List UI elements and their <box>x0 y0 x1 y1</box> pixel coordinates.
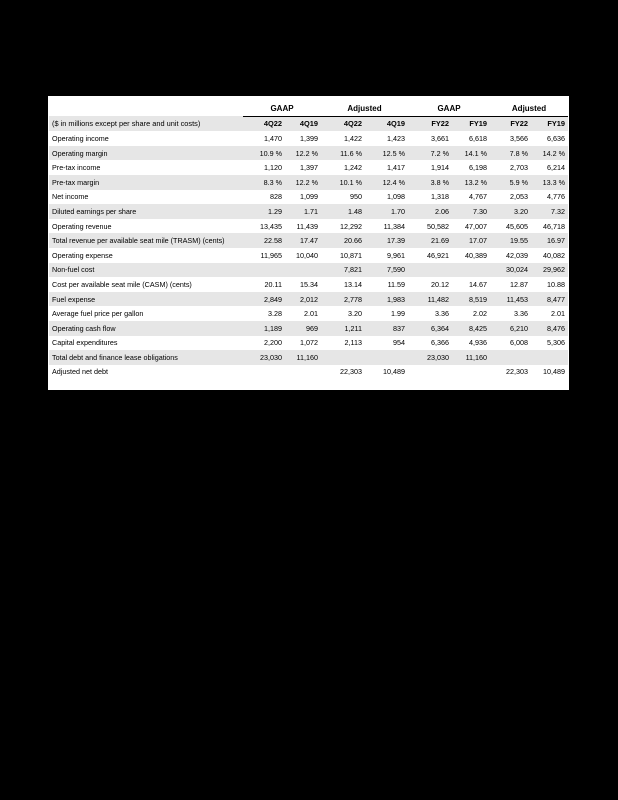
table-cell: 837 <box>365 321 408 336</box>
table-row <box>49 219 568 234</box>
table-cell: 13,435 <box>260 221 282 231</box>
table-cell: 17.47 <box>285 233 321 248</box>
table-cell: 1.29 <box>243 204 285 219</box>
table-cell: 10.88 <box>547 279 566 289</box>
column-header: FY22 <box>490 116 531 131</box>
row-label: Non-fuel cost <box>49 263 243 278</box>
table-cell: 12.87 <box>510 279 529 289</box>
table-row <box>49 263 568 278</box>
table-cell: 5.9 % <box>490 175 531 190</box>
table-cell: 2,200 <box>264 338 282 348</box>
table-cell: 17.39 <box>365 233 408 248</box>
table-cell: 17.07 <box>452 233 490 248</box>
table-cell: 30,024 <box>490 263 531 278</box>
table-row <box>49 350 568 365</box>
table-cell: 6,214 <box>547 163 566 173</box>
table-cell: 22,303 <box>340 367 362 377</box>
table-row <box>49 365 568 380</box>
table-cell: 6,198 <box>469 163 488 173</box>
table-cell: 1,189 <box>243 321 285 336</box>
table-cell: 5,306 <box>547 338 566 348</box>
row-label: Operating cash flow <box>49 321 243 336</box>
table-cell: 954 <box>393 338 406 348</box>
table-cell: 29,962 <box>531 263 568 278</box>
table-cell: 16.97 <box>531 233 568 248</box>
table-row <box>49 160 568 175</box>
table-cell: 11,384 <box>383 221 406 231</box>
table-cell: 6,618 <box>469 133 488 143</box>
table-cell: 13.3 % <box>531 175 568 190</box>
table-row <box>49 277 568 292</box>
table-cell: 8,476 <box>531 321 568 336</box>
table-cell: 1.48 <box>321 204 365 219</box>
row-label: Operating income <box>52 133 109 143</box>
table-row <box>49 190 568 205</box>
table-cell: 14.2 % <box>531 146 568 161</box>
table-cell: 11,453 <box>490 292 531 307</box>
table-cell: 13.14 <box>344 279 362 289</box>
table-cell: 2,849 <box>243 292 285 307</box>
table-cell <box>408 365 452 380</box>
table-cell: 3,566 <box>510 133 529 143</box>
table-cell: 10.1 % <box>321 175 365 190</box>
row-label: Net income <box>52 192 89 202</box>
column-header: 4Q19 <box>285 116 321 131</box>
table-cell: 6,364 <box>408 321 452 336</box>
column-header: 4Q22 <box>321 116 365 131</box>
table-cell: 1,983 <box>365 292 408 307</box>
table-cell: 6,008 <box>510 338 529 348</box>
table-cell: 2.01 <box>304 309 318 319</box>
table-cell: 42,039 <box>506 250 529 260</box>
table-cell: 20.66 <box>321 233 365 248</box>
table-cell: 2.06 <box>408 204 452 219</box>
table-cell: 3.20 <box>348 309 362 319</box>
table-cell: 11,965 <box>260 250 282 260</box>
group-header-gaap-fy: GAAP <box>408 101 490 116</box>
table-cell: 4,776 <box>547 192 566 202</box>
table-cell: 10,040 <box>296 250 318 260</box>
table-cell: 6,366 <box>431 338 450 348</box>
table-cell: 12.2 % <box>285 146 321 161</box>
group-header-adjusted-fy: Adjusted <box>490 101 568 116</box>
table-cell: 7.32 <box>531 204 568 219</box>
table-cell: 8,519 <box>452 292 490 307</box>
table-cell: 1,397 <box>300 163 318 173</box>
table-cell: 20.11 <box>264 279 282 289</box>
table-cell: 45,605 <box>506 221 529 231</box>
table-cell <box>452 263 490 278</box>
table-cell: 1,318 <box>431 192 450 202</box>
table-cell: 1.71 <box>285 204 321 219</box>
table-cell: 23,030 <box>408 350 452 365</box>
table-cell: 3.36 <box>514 309 529 319</box>
table-cell: 14.67 <box>469 279 488 289</box>
row-label: Cost per available seat mile (CASM) (cents) <box>52 279 192 289</box>
table-cell: 50,582 <box>427 221 450 231</box>
row-label: Total debt and finance lease obligations <box>49 350 243 365</box>
row-label: Total revenue per available seat mile (TRASM) (cents) <box>49 233 243 248</box>
group-header-row <box>49 101 568 116</box>
row-label: Pre-tax income <box>52 163 101 173</box>
table-cell <box>490 350 531 365</box>
table-row <box>49 306 568 321</box>
table-cell <box>531 350 568 365</box>
table-cell: 11.6 % <box>321 146 365 161</box>
table-cell: 11,160 <box>285 350 321 365</box>
table-cell: 7.8 % <box>490 146 531 161</box>
table-cell: 46,718 <box>543 221 566 231</box>
table-cell: 12,292 <box>340 221 362 231</box>
table-cell: 1,417 <box>387 163 406 173</box>
table-cell: 1,098 <box>387 192 406 202</box>
table-cell: 11,482 <box>408 292 452 307</box>
table-cell: 4,767 <box>469 192 488 202</box>
table-cell: 2,778 <box>321 292 365 307</box>
table-cell: 6,210 <box>490 321 531 336</box>
table-cell: 2,053 <box>510 192 529 202</box>
column-header-row <box>49 116 568 131</box>
table-cell: 1,470 <box>264 133 282 143</box>
table-cell <box>243 263 285 278</box>
table-cell: 40,389 <box>465 250 488 260</box>
units-label: ($ in millions except per share and unit costs) <box>49 116 243 131</box>
table-cell: 11.59 <box>387 279 406 289</box>
table-cell: 6,636 <box>547 133 566 143</box>
table-cell <box>452 365 490 380</box>
table-cell: 1.99 <box>391 309 406 319</box>
table-cell: 3.20 <box>490 204 531 219</box>
table-cell: 969 <box>285 321 321 336</box>
table-cell: 1,399 <box>300 133 318 143</box>
table-cell <box>285 263 321 278</box>
table-cell: 2,703 <box>510 163 529 173</box>
column-header: FY19 <box>531 116 568 131</box>
table-cell: 23,030 <box>243 350 285 365</box>
table-cell: 1.70 <box>365 204 408 219</box>
table-cell: 14.1 % <box>452 146 490 161</box>
table-cell: 3,661 <box>431 133 450 143</box>
table-cell: 2,012 <box>285 292 321 307</box>
table-cell: 46,921 <box>427 250 450 260</box>
table-cell: 21.69 <box>408 233 452 248</box>
table-cell: 1,422 <box>344 133 362 143</box>
row-label: Pre-tax margin <box>49 175 243 190</box>
row-label: Operating expense <box>52 250 113 260</box>
financial-summary-table <box>49 101 568 379</box>
table-cell: 22,303 <box>506 367 529 377</box>
table-cell: 9,961 <box>387 250 406 260</box>
group-header-adjusted-quarter: Adjusted <box>321 101 408 116</box>
table-cell: 13.2 % <box>452 175 490 190</box>
table-cell: 40,082 <box>543 250 566 260</box>
table-cell: 7.30 <box>452 204 490 219</box>
table-row <box>49 292 568 307</box>
table-row <box>49 146 568 161</box>
table-cell <box>321 350 365 365</box>
table-cell: 47,007 <box>465 221 488 231</box>
group-header-spacer <box>49 101 243 116</box>
table-row <box>49 131 568 146</box>
table-row <box>49 204 568 219</box>
table-cell: 15.34 <box>300 279 318 289</box>
table-cell <box>408 263 452 278</box>
table-row <box>49 321 568 336</box>
table-cell: 3.36 <box>435 309 450 319</box>
table-cell: 8,477 <box>531 292 568 307</box>
row-label: Adjusted net debt <box>52 367 108 377</box>
table-cell: 4,936 <box>469 338 488 348</box>
column-header: FY22 <box>408 116 452 131</box>
table-cell: 8.3 % <box>243 175 285 190</box>
column-header: 4Q22 <box>243 116 285 131</box>
table-cell <box>365 350 408 365</box>
table-cell: 1,242 <box>344 163 362 173</box>
row-label: Operating margin <box>49 146 243 161</box>
table-cell: 1,914 <box>431 163 450 173</box>
table-cell: 1,120 <box>264 163 282 173</box>
table-row <box>49 233 568 248</box>
table-cell <box>243 365 285 380</box>
table-cell: 11,160 <box>452 350 490 365</box>
table-cell: 3.28 <box>268 309 282 319</box>
table-cell: 7,821 <box>321 263 365 278</box>
row-label: Diluted earnings per share <box>49 204 243 219</box>
column-header: FY19 <box>452 116 490 131</box>
financial-summary-page <box>48 96 569 390</box>
table-cell: 10,871 <box>340 250 362 260</box>
table-cell: 12.5 % <box>365 146 408 161</box>
table-cell: 1,423 <box>387 133 406 143</box>
table-row <box>49 248 568 263</box>
table-cell: 1,099 <box>300 192 318 202</box>
table-row <box>49 175 568 190</box>
row-label: Operating revenue <box>52 221 112 231</box>
table-cell: 10,489 <box>383 367 406 377</box>
table-cell <box>285 365 321 380</box>
table-cell: 7,590 <box>365 263 408 278</box>
table-cell: 2.02 <box>473 309 488 319</box>
table-cell: 950 <box>350 192 362 202</box>
column-header: 4Q19 <box>365 116 408 131</box>
group-header-gaap-quarter: GAAP <box>243 101 321 116</box>
table-cell: 20.12 <box>431 279 450 289</box>
table-row <box>49 336 568 351</box>
table-cell: 11,439 <box>296 221 318 231</box>
row-label: Capital expenditures <box>52 338 118 348</box>
table-cell: 19.55 <box>490 233 531 248</box>
table-cell: 10,489 <box>543 367 566 377</box>
table-cell: 1,211 <box>321 321 365 336</box>
table-cell: 12.4 % <box>365 175 408 190</box>
table-cell: 7.2 % <box>408 146 452 161</box>
table-cell: 1,072 <box>300 338 318 348</box>
table-cell: 12.2 % <box>285 175 321 190</box>
table-cell: 2.01 <box>551 309 566 319</box>
table-cell: 8,425 <box>452 321 490 336</box>
table-cell: 3.8 % <box>408 175 452 190</box>
table-cell: 10.9 % <box>243 146 285 161</box>
row-label: Fuel expense <box>49 292 243 307</box>
table-cell: 22.58 <box>243 233 285 248</box>
row-label: Average fuel price per gallon <box>52 309 144 319</box>
table-cell: 2,113 <box>344 338 362 348</box>
table-cell: 828 <box>270 192 282 202</box>
